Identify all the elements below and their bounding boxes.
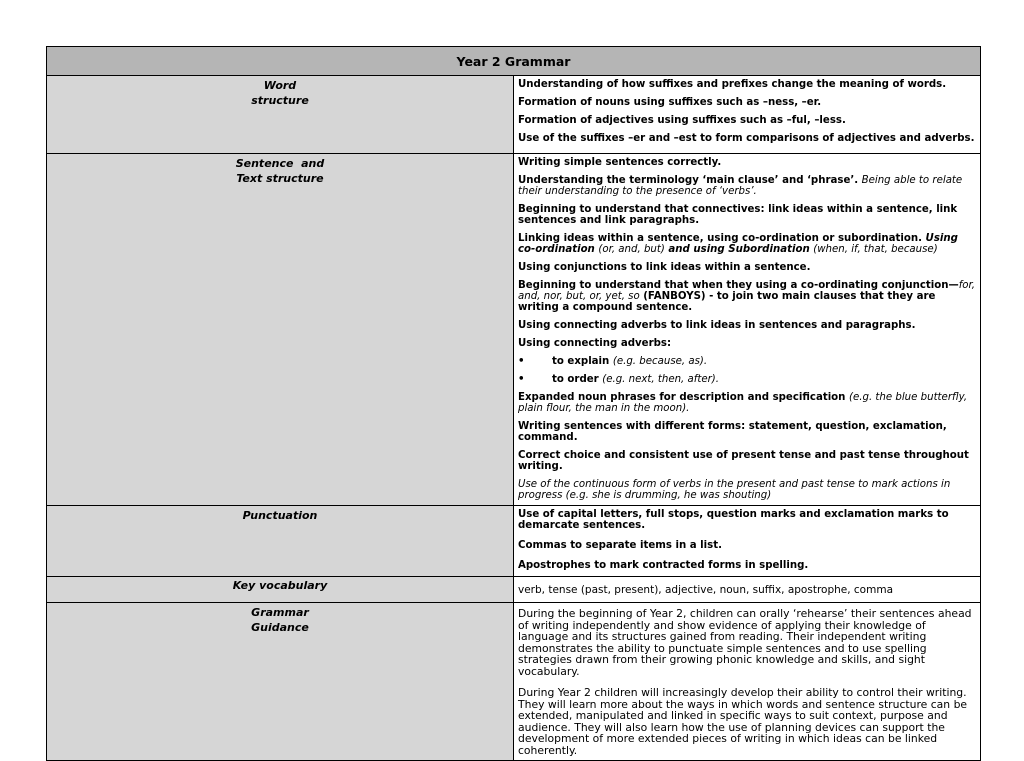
sentence-line	[518, 175, 976, 197]
sentence-line: Use of the continuous form of verbs in the present and past tense to mark actions in progress (e.g. she is drumming, he was shouting)	[518, 479, 951, 501]
word-label-line-1: Word	[263, 79, 297, 92]
linking-text: Linking ideas within a sentence, using co-ordination or subordination.	[518, 233, 922, 244]
terminology-italic: Being able to relate their understanding to the presence of ‘verbs’.	[518, 175, 963, 197]
sentence-label-line-1: Sentence and	[235, 157, 325, 170]
sentence-line: Beginning to understand that connectives: link ideas within a sentence, link sentences and link paragraphs.	[518, 204, 958, 226]
bullet-order: to order	[552, 374, 599, 385]
bullet-order-examples: (e.g. next, then, after).	[602, 374, 720, 385]
word-structure-label	[47, 76, 514, 154]
noun-phrase-examples: (e.g. the blue butterfly, plain flour, the man in the moon).	[518, 392, 968, 414]
bullet-item	[518, 374, 976, 385]
sentence-structure-content	[514, 154, 981, 506]
sentence-line: Correct choice and consistent use of present tense and past tense throughout writing.	[518, 450, 969, 472]
punctuation-line: Commas to separate items in a list.	[518, 540, 722, 551]
punctuation-label: Punctuation	[47, 506, 514, 577]
grammar-guidance-content	[514, 603, 981, 761]
word-label-line-2: structure	[251, 94, 309, 107]
subordination-examples: (when, if, that, because)	[813, 244, 938, 255]
sentence-structure-label	[47, 154, 514, 506]
noun-phrase-text: Expanded noun phrases for description and specification	[518, 392, 846, 403]
fanboys-intro: Beginning to understand that when they using a co-ordinating conjunction—	[518, 280, 959, 291]
sentence-line: Using connecting adverbs:	[518, 338, 672, 349]
key-vocabulary-content: verb, tense (past, present), adjective, noun, suffix, apostrophe, comma	[514, 577, 981, 603]
guidance-paragraph: During Year 2 children will increasingly develop their ability to control their writing. They will learn more about the ways in which words and sentence structure can be extended, manipulated and linked in specific ways to suit context, purpose and audience. They will also learn how the use of planning devices can support the development of more extended pieces of writing in which ideas can be linked coherently.	[518, 686, 968, 757]
coordination-examples: (or, and, but)	[598, 244, 665, 255]
bullet-glyph: •	[518, 356, 525, 367]
bullet-glyph: •	[518, 374, 525, 385]
sentence-line	[518, 392, 976, 414]
word-line: Understanding of how suffixes and prefixes change the meaning of words.	[518, 79, 947, 90]
word-structure-row	[47, 76, 981, 154]
sentence-line: Writing sentences with different forms: statement, question, exclamation, command.	[518, 421, 947, 443]
bullet-text	[552, 356, 707, 367]
fanboys-list: for, and, nor, but, or, yet, so	[518, 280, 976, 302]
key-vocabulary-row	[47, 577, 981, 603]
sentence-line	[518, 233, 976, 255]
word-line: Formation of adjectives using suffixes such as –ful, –less.	[518, 115, 846, 126]
subordination-text: and using Subordination	[668, 244, 810, 255]
sentence-line: Using connecting adverbs to link ideas in sentences and paragraphs.	[518, 320, 916, 331]
punctuation-line: Use of capital letters, full stops, question marks and exclamation marks to demarcate sentences.	[518, 509, 949, 531]
guidance-label-line-2: Guidance	[251, 621, 309, 634]
grammar-guidance-label	[47, 603, 514, 761]
punctuation-line: Apostrophes to mark contracted forms in spelling.	[518, 560, 809, 571]
word-line: Formation of nouns using suffixes such as –ness, –er.	[518, 97, 822, 108]
grammar-guidance-row	[47, 603, 981, 761]
punctuation-row	[47, 506, 981, 577]
punctuation-content	[514, 506, 981, 577]
bullet-text	[552, 374, 719, 385]
key-vocabulary-label: Key vocabulary	[47, 577, 514, 603]
guidance-paragraph: During the beginning of Year 2, children can orally ‘rehearse’ their sentences ahead of writing independently and show evidence of applying their knowledge of language and its structures gained from reading. Their independent writing demonstrates the ability to punctuate simple sentences and to use spelling strategies drawn from their growing phonic knowledge and skills, and sight vocabulary.	[518, 607, 972, 678]
guidance-label-line-1: Grammar	[251, 606, 309, 619]
word-line: Use of the suffixes –er and –est to form comparisons of adjectives and adverbs.	[518, 133, 975, 144]
terminology-text: Understanding the terminology ‘main clause’ and ‘phrase’.	[518, 175, 859, 186]
sentence-line: Using conjunctions to link ideas within a sentence.	[518, 262, 811, 273]
fanboys-rest: (FANBOYS) - to join two main clauses that they are writing a compound sentence.	[518, 291, 936, 313]
bullet-explain: to explain	[552, 356, 610, 367]
bullet-item	[518, 356, 976, 367]
sentence-line	[518, 280, 976, 313]
bullet-explain-examples: (e.g. because, as).	[612, 356, 708, 367]
word-structure-content	[514, 76, 981, 154]
coordination-text: Using co-ordination	[518, 233, 958, 255]
sentence-structure-row	[47, 154, 981, 506]
grammar-table	[46, 46, 981, 761]
table-title: Year 2 Grammar	[47, 47, 981, 76]
title-row	[47, 47, 981, 76]
sentence-line: Writing simple sentences correctly.	[518, 157, 722, 168]
sentence-label-line-2: Text structure	[236, 172, 324, 185]
